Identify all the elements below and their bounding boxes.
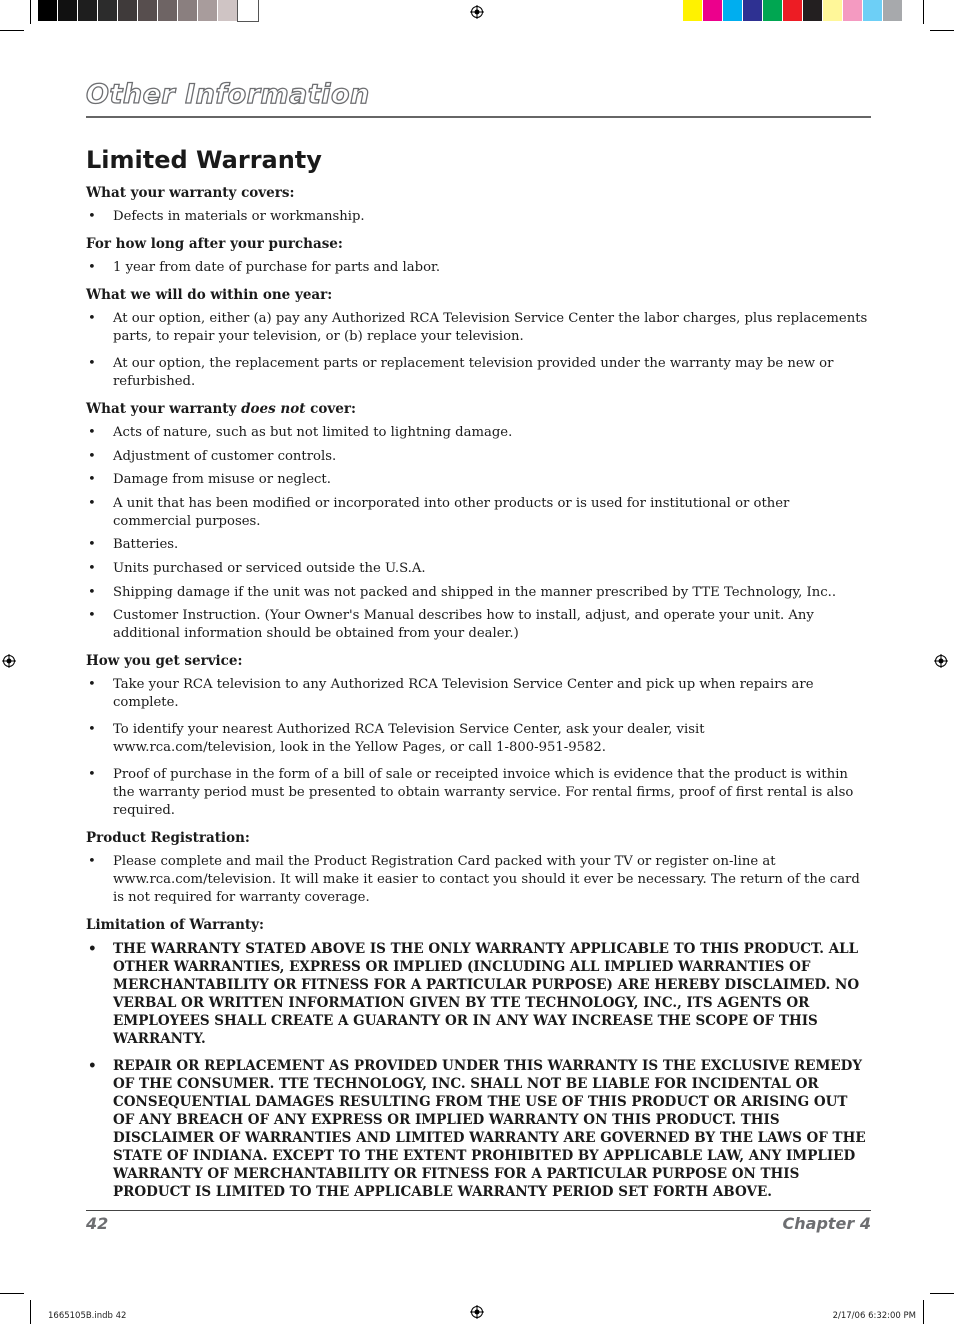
bullet-icon: • bbox=[88, 584, 96, 600]
footer-rule bbox=[86, 1210, 871, 1211]
list-item-text: At our option, the replacement parts or replacement television provided under the warranty may be new or refurbished. bbox=[113, 356, 834, 389]
list-item-text: Please complete and mail the Product Registration Card packed with your TV or register on-line at www.rca.com/television. It will make it easier to contact you should it ever be necessary. The return of the card is not required for warranty coverage. bbox=[113, 854, 860, 906]
bullet-icon: • bbox=[88, 448, 96, 464]
list-item-text: Units purchased or serviced outside the U.S.A. bbox=[113, 560, 426, 576]
how-long-list bbox=[86, 259, 868, 277]
color-swatch bbox=[863, 0, 883, 21]
list-item-text: Shipping damage if the unit was not packed and shipped in the manner prescribed by TTE Technology, Inc.. bbox=[113, 584, 837, 600]
limitation-heading: Limitation of Warranty: bbox=[86, 917, 264, 934]
list-item bbox=[86, 259, 868, 277]
list-item bbox=[86, 853, 868, 907]
color-swatch bbox=[218, 0, 238, 21]
crop-mark bbox=[930, 30, 954, 31]
list-item-text: Damage from misuse or neglect. bbox=[113, 472, 331, 488]
title-rule bbox=[86, 116, 871, 118]
bullet-icon: • bbox=[88, 425, 96, 440]
list-item bbox=[86, 424, 868, 442]
color-swatch bbox=[763, 0, 783, 21]
list-item bbox=[86, 721, 868, 757]
not-cover-heading-pre: What your warranty bbox=[86, 401, 242, 417]
covers-heading: What your warranty covers: bbox=[86, 185, 295, 201]
color-swatch bbox=[158, 0, 178, 21]
grayscale-color-bar bbox=[38, 0, 258, 21]
color-swatch bbox=[683, 0, 703, 21]
not-cover-heading-emphasis: does not bbox=[241, 401, 306, 417]
list-item-text: Defects in materials or workmanship. bbox=[113, 209, 365, 224]
list-item-text: To identify your nearest Authorized RCA Television Service Center, ask your dealer, visit www.rca.com/television, look in the Yellow Pages, or call 1-800-951-9582. bbox=[113, 722, 705, 756]
color-swatch bbox=[78, 0, 98, 21]
color-swatch bbox=[783, 0, 803, 21]
color-swatch bbox=[743, 0, 763, 21]
color-swatch bbox=[703, 0, 723, 21]
crop-mark bbox=[923, 0, 924, 24]
not-cover-heading-post: cover: bbox=[305, 401, 356, 417]
color-swatch bbox=[178, 0, 198, 21]
list-item bbox=[86, 766, 868, 820]
list-item bbox=[86, 940, 868, 1048]
not-cover-list bbox=[86, 424, 868, 643]
registration-list bbox=[86, 853, 868, 907]
list-item bbox=[86, 208, 868, 226]
warranty-content bbox=[86, 184, 868, 1210]
bullet-icon: • bbox=[88, 1058, 97, 1075]
limitation-list bbox=[86, 940, 868, 1201]
crop-mark bbox=[30, 1300, 31, 1324]
registration-heading: Product Registration: bbox=[86, 830, 250, 847]
bullet-icon: • bbox=[88, 854, 96, 870]
color-swatch bbox=[38, 0, 58, 21]
color-swatch bbox=[138, 0, 158, 21]
list-item bbox=[86, 471, 868, 489]
slug-timestamp: 2/17/06 6:32:00 PM bbox=[832, 1311, 916, 1321]
list-item bbox=[86, 448, 868, 466]
color-swatch bbox=[98, 0, 118, 21]
not-cover-heading bbox=[86, 400, 868, 418]
color-swatch bbox=[823, 0, 843, 21]
bullet-icon: • bbox=[88, 608, 96, 624]
bullet-icon: • bbox=[88, 260, 96, 275]
color-swatch bbox=[723, 0, 743, 21]
bullet-icon: • bbox=[88, 767, 96, 783]
covers-list bbox=[86, 208, 868, 226]
list-item-text: Proof of purchase in the form of a bill of sale or receipted invoice which is evidence that the product is within the warranty period must be presented to obtain warranty service. For rental firms, proof of first rental is also required. bbox=[113, 767, 854, 819]
bullet-icon: • bbox=[88, 311, 96, 326]
list-item bbox=[86, 495, 868, 531]
list-item bbox=[86, 1057, 868, 1201]
section-title: Other Information bbox=[86, 79, 370, 110]
crop-mark bbox=[930, 1293, 954, 1294]
chapter-label: Chapter 4 bbox=[782, 1214, 871, 1233]
registration-mark-icon bbox=[470, 1305, 484, 1319]
bullet-icon: • bbox=[88, 472, 96, 488]
color-swatch bbox=[883, 0, 903, 21]
page-heading: Limited Warranty bbox=[86, 146, 322, 174]
list-item-text: Adjustment of customer controls. bbox=[113, 448, 337, 464]
list-item bbox=[86, 560, 868, 578]
list-item-text: A unit that has been modified or incorporated into other products or is used for institutional or other commercial purposes. bbox=[113, 495, 790, 529]
color-swatch bbox=[198, 0, 218, 21]
list-item bbox=[86, 584, 868, 602]
service-list bbox=[86, 676, 868, 820]
what-we-do-list bbox=[86, 310, 868, 391]
slug-file: 1665105B.indb 42 bbox=[48, 1311, 127, 1321]
list-item-text: At our option, either (a) pay any Authorized RCA Television Service Center the labor charges, plus replacements parts, to repair your television, or (b) replace your television. bbox=[113, 311, 868, 344]
list-item bbox=[86, 536, 868, 554]
color-swatch bbox=[58, 0, 78, 21]
service-heading: How you get service: bbox=[86, 653, 243, 670]
color-swatch bbox=[238, 0, 258, 21]
list-item-text: Acts of nature, such as but not limited to lightning damage. bbox=[113, 425, 513, 440]
list-item-text: REPAIR OR REPLACEMENT AS PROVIDED UNDER THIS WARRANTY IS THE EXCLUSIVE REMEDY OF THE CONSUMER. TTE TECHNOLOGY, INC. SHALL NOT BE LIABLE FOR INCIDENTAL OR CONSEQUENTIAL DAMAGES RESULTING FROM THE USE OF THIS PRODUCT OR ARISING OUT OF ANY BREACH OF ANY EXPRESS OR IMPLIED WARRANTY ON THIS PRODUCT. THIS DISCLAIMER OF WARRANTIES AND LIMITED WARRANTY ARE GOVERNED BY THE LAWS OF THE STATE OF INDIANA. EXCEPT TO THE EXTENT PROHIBITED BY APPLICABLE LAW, ANY IMPLIED WARRANTY OF MERCHANTABILITY OR FITNESS FOR A PARTICULAR PURPOSE ON THIS PRODUCT IS LIMITED TO THE APPLICABLE WARRANTY PERIOD SET FORTH ABOVE. bbox=[113, 1058, 866, 1201]
color-swatch bbox=[803, 0, 823, 21]
list-item bbox=[86, 355, 868, 391]
list-item-text: Batteries. bbox=[113, 537, 179, 553]
list-item-text: 1 year from date of purchase for parts and labor. bbox=[113, 260, 441, 275]
crop-mark bbox=[0, 30, 24, 31]
list-item bbox=[86, 676, 868, 712]
list-item-text: THE WARRANTY STATED ABOVE IS THE ONLY WARRANTY APPLICABLE TO THIS PRODUCT. ALL OTHER WARRANTIES, EXPRESS OR IMPLIED (INCLUDING ALL IMPLIED WARRANTIES OF MERCHANTABILITY OR FITNESS FOR A PARTICULAR PURPOSE) ARE HEREBY DISCLAIMED. NO VERBAL OR WRITTEN INFORMATION GIVEN BY TTE TECHNOLOGY, INC., ITS AGENTS OR EMPLOYEES SHALL CREATE A GUARANTY OR IN ANY WAY INCREASE THE SCOPE OF THIS WARRANTY. bbox=[113, 941, 860, 1048]
bullet-icon: • bbox=[88, 495, 96, 511]
bullet-icon: • bbox=[88, 677, 96, 693]
what-we-do-heading: What we will do within one year: bbox=[86, 287, 333, 303]
list-item bbox=[86, 310, 868, 346]
page-number: 42 bbox=[86, 1214, 109, 1233]
registration-mark-icon bbox=[934, 654, 948, 668]
bullet-icon: • bbox=[88, 941, 97, 958]
list-item bbox=[86, 607, 868, 643]
color-swatch bbox=[843, 0, 863, 21]
bullet-icon: • bbox=[88, 537, 96, 553]
color-swatch bbox=[118, 0, 138, 21]
process-color-bar bbox=[683, 0, 903, 21]
bullet-icon: • bbox=[88, 356, 96, 371]
registration-mark-icon bbox=[2, 654, 16, 668]
list-item-text: Customer Instruction. (Your Owner's Manual describes how to install, adjust, and operate your unit. Any additional information should be obtained from your dealer.) bbox=[113, 608, 814, 642]
bullet-icon: • bbox=[88, 209, 96, 224]
bullet-icon: • bbox=[88, 560, 96, 576]
registration-mark-icon bbox=[470, 5, 484, 19]
crop-mark bbox=[30, 0, 31, 24]
how-long-heading: For how long after your purchase: bbox=[86, 236, 343, 252]
bullet-icon: • bbox=[88, 722, 96, 738]
crop-mark bbox=[0, 1293, 24, 1294]
list-item-text: Take your RCA television to any Authorized RCA Television Service Center and pick up when repairs are complete. bbox=[113, 677, 814, 711]
crop-mark bbox=[923, 1300, 924, 1324]
